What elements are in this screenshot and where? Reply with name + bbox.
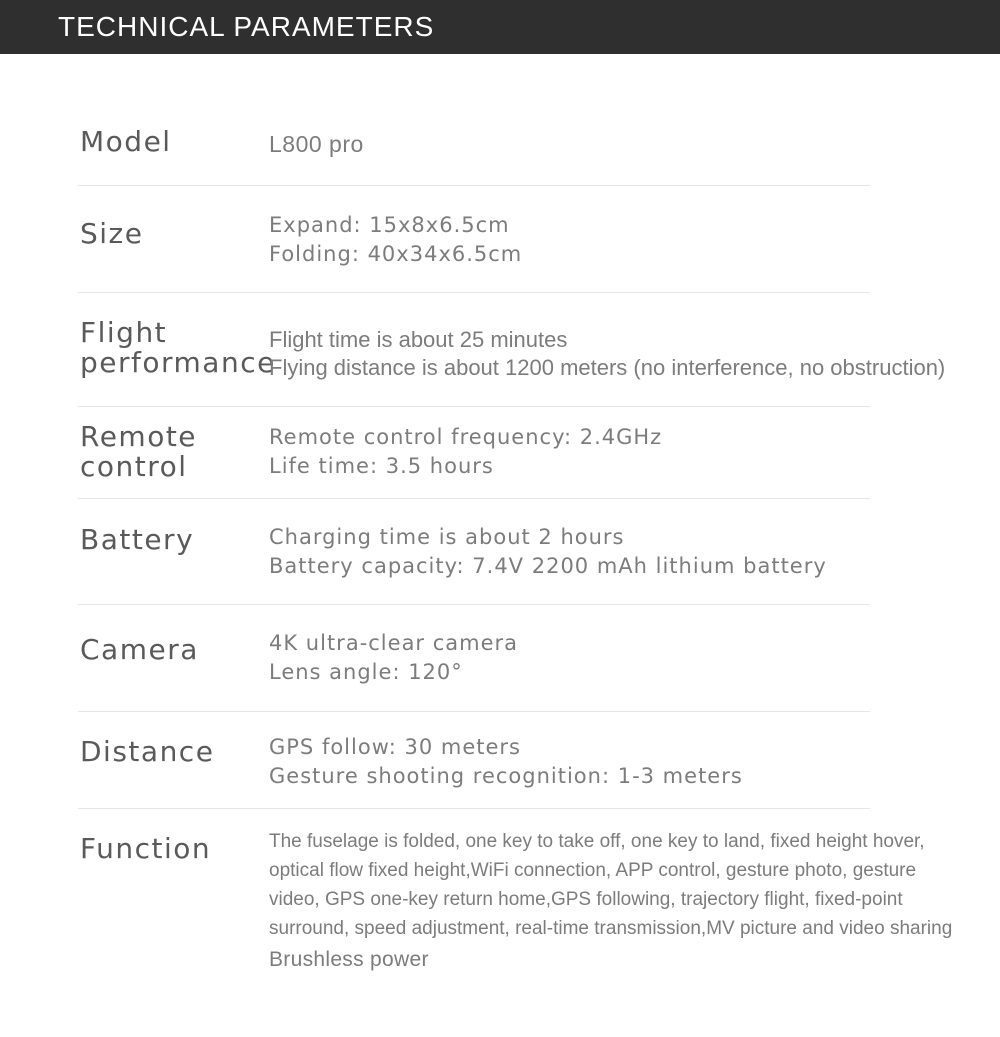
spec-value-line: Brushless power: [269, 948, 429, 971]
page-title: TECHNICAL PARAMETERS: [58, 11, 435, 42]
row-divider: [78, 185, 870, 186]
spec-value-line: 4K ultra-clear camera: [269, 631, 519, 655]
spec-label-flight-performance: [80, 318, 276, 378]
spec-value-line: Expand: 15x8x6.5cm: [269, 213, 510, 237]
spec-value-line: GPS follow: 30 meters: [269, 735, 521, 759]
spec-value-line: The fuselage is folded, one key to take off, one key to land, fixed height hover,: [269, 831, 925, 852]
spec-label-line: performance: [80, 346, 276, 379]
row-divider: [78, 711, 870, 712]
row-divider: [78, 406, 870, 407]
spec-value-battery: [269, 523, 827, 581]
header-bar: [0, 0, 1000, 54]
spec-value-camera: [269, 629, 518, 687]
spec-value-line: Folding: 40x34x6.5cm: [269, 242, 523, 266]
spec-value-line: Lens angle: 120°: [269, 660, 463, 684]
row-divider: [78, 808, 870, 809]
spec-value-size: [269, 211, 522, 269]
spec-value-line: Battery capacity: 7.4V 2200 mAh lithium battery: [269, 554, 827, 578]
spec-value-line: optical flow fixed height,WiFi connection, APP control, gesture photo, gesture: [269, 860, 917, 881]
spec-label-remote-control: [80, 422, 197, 482]
spec-value-line: video, GPS one-key return home,GPS following, trajectory flight, fixed-point: [269, 889, 903, 910]
spec-value-line: Charging time is about 2 hours: [269, 525, 625, 549]
spec-label-function: Function: [80, 832, 212, 865]
spec-label-line: Flight: [80, 316, 168, 349]
spec-value-flight-performance: [269, 326, 945, 382]
spec-value-line: Gesture shooting recognition: 1-3 meters: [269, 764, 743, 788]
spec-label-size: Size: [80, 217, 144, 250]
spec-value-model: [269, 130, 364, 159]
spec-label-battery: Battery: [80, 523, 195, 556]
spec-label-line: control: [80, 450, 188, 483]
row-divider: [78, 604, 870, 605]
spec-value-distance: [269, 733, 743, 791]
spec-value-line: Flying distance is about 1200 meters (no interference, no obstruction): [269, 355, 946, 380]
spec-label-line: Remote: [80, 420, 198, 453]
spec-label-distance: Distance: [80, 735, 215, 768]
spec-value-line: Life time: 3.5 hours: [269, 454, 494, 478]
spec-value-function: [269, 827, 969, 974]
row-divider: [78, 498, 870, 499]
spec-label-model: Model: [80, 125, 172, 158]
spec-value-remote-control: [269, 423, 662, 481]
row-divider: [78, 292, 870, 293]
spec-value-line: Remote control frequency: 2.4GHz: [269, 425, 663, 449]
spec-value-line: L800 pro: [269, 131, 364, 157]
spec-label-camera: Camera: [80, 633, 199, 666]
spec-value-line: Flight time is about 25 minutes: [269, 327, 568, 352]
spec-value-line: surround, speed adjustment, real-time transmission,MV picture and video sharing: [269, 918, 953, 939]
